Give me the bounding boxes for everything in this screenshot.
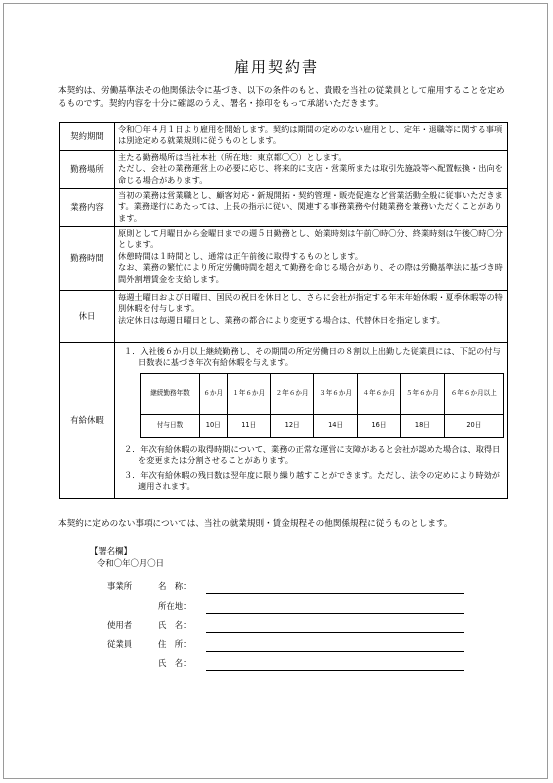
leave-days-cell: 10日 (200, 414, 228, 437)
leave-header-cell: ５年６か月 (401, 373, 444, 414)
leave-header-cell: １年６か月 (227, 373, 270, 414)
table-row (60, 189, 508, 227)
employer-label: 事業所 (107, 581, 133, 591)
employee-label: 従業員 (107, 639, 133, 649)
user-name-label: 氏 名： (158, 620, 192, 630)
contract-terms-table (59, 122, 508, 499)
signature-heading: 【署名欄】 (90, 546, 132, 556)
leave-header-cell: ４年６か月 (357, 373, 400, 414)
user-name-line[interactable] (206, 632, 464, 633)
company-name-label: 名 称： (158, 581, 192, 591)
row-text: 当初の業務は営業職とし、顧客対応・新規開拓・契約管理・販売促進など営業活動全般に従事いただきます。業務遂行にあたっては、上長の指示に従い、関連する事務業務や付随業務を兼務いただくことがあります。 (115, 189, 508, 227)
row-text: 原則として月曜日から金曜日までの週５日勤務とし、始業時刻は午前〇時〇分、終業時刻は午後〇時〇分とします。 休憩時間は１時間とし、通常は正午前後に取得するものとします。 なお、業務の繁忙により所定労働時間を超えて勤務を命じる場合があり、その際は労働基準法に基づき時間外割増賃金を支給します。 (115, 227, 508, 291)
leave-days-cell: 18日 (401, 414, 444, 437)
document-title: 雇用契約書 (233, 58, 319, 76)
leave-days-cell: 16日 (357, 414, 400, 437)
employee-name-label: 氏 名： (158, 658, 192, 668)
row-text: 毎週土曜日および日曜日、国民の祝日を休日とし、さらに会社が指定する年末年始休暇・夏季休暇等の特別休暇を付与します。 法定休日は毎週日曜日とし、業務の都合により変更する場合は、代替休日を指定します。 (115, 291, 508, 343)
row-label: 業務内容 (60, 189, 115, 227)
employee-address-line[interactable] (206, 651, 464, 652)
paid-leave-cell (115, 343, 508, 499)
row-label: 休日 (60, 291, 115, 343)
table-row (60, 291, 508, 343)
row-label: 勤務時間 (60, 227, 115, 291)
row-label: 契約期間 (60, 123, 115, 151)
table-row (60, 151, 508, 189)
row-label: 有給休暇 (60, 343, 115, 499)
leave-header-cell: ２年６か月 (270, 373, 313, 414)
leave-days-table (140, 373, 504, 438)
leave-item-3: ３．年次有給休暇の残日数は翌年度に限り繰り越すことができます。ただし、法令の定めにより時効が適用されます。 (124, 469, 500, 492)
leave-header-row (141, 373, 504, 414)
leave-days-cell: 付与日数 (141, 414, 200, 437)
intro-paragraph: 本契約は、労働基準法その他関係法令に基づき、以下の条件のもと、貴殿を当社の従業員として雇用することを定めるものです。契約内容を十分に確認のうえ、署名・捺印をもって承諾いただきます。 (58, 86, 505, 109)
closing-paragraph: 本契約に定めのない事項については、当社の就業規則・賃金規程その他関係規程に従うものとします。 (58, 519, 453, 529)
table-row (60, 227, 508, 291)
leave-header-cell: 継続勤務年数 (141, 373, 200, 414)
signature-date: 令和〇年〇月〇日 (97, 558, 164, 568)
table-row (60, 123, 508, 151)
company-name-line[interactable] (206, 593, 464, 594)
leave-item-1: １．入社後６か月以上継続勤務し、その期間の所定労働日の８割以上出勤した従業員には、下記の付与日数表に基づき年次有給休暇を与えます。 (124, 346, 501, 368)
user-label: 使用者 (107, 620, 133, 630)
leave-days-cell: 20日 (444, 414, 503, 437)
row-text: 主たる勤務場所は当社本社（所在地：東京都〇〇）とします。 ただし、会社の業務運営上の必要に応じ、将来的に支店・営業所または取引先施設等へ配置転換・出向を命じる場合があります。 (115, 151, 508, 189)
employee-address-label: 住 所： (158, 639, 192, 649)
table-row (60, 343, 508, 499)
leave-days-cell: 11日 (227, 414, 270, 437)
leave-days-cell: 12日 (270, 414, 313, 437)
row-text: 令和〇年４月１日より雇用を開始します。契約は期間の定めのない雇用とし、定年・退職等に関する事項は別途定める就業規則に従うものとします。 (115, 123, 508, 151)
leave-header-cell: ６年６か月以上 (444, 373, 503, 414)
employee-name-line[interactable] (206, 670, 464, 671)
leave-days-row (141, 414, 504, 437)
leave-item-2: ２．年次有給休暇の取得時期について、業務の正常な運営に支障があると会社が認めた場合は、取得日を変更または分割させることがあります。 (124, 443, 501, 466)
leave-header-cell: ６か月 (200, 373, 228, 414)
leave-days-cell: 14日 (314, 414, 357, 437)
row-label: 勤務場所 (60, 151, 115, 189)
address-line[interactable] (206, 613, 464, 614)
address-label: 所在地： (158, 601, 192, 611)
leave-header-cell: ３年６か月 (314, 373, 357, 414)
